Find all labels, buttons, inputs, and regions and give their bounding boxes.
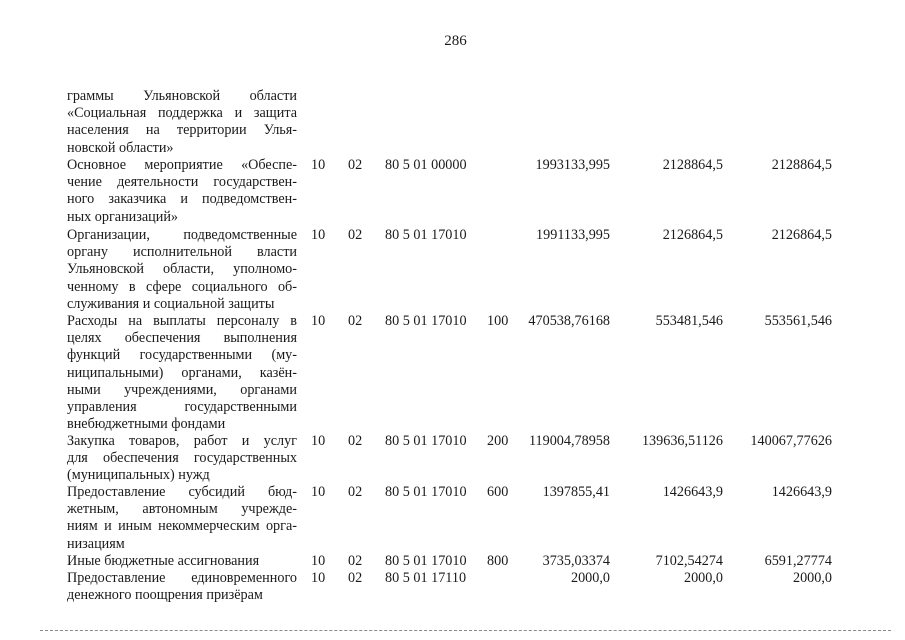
amount-col-3: 553561,546 [764, 313, 832, 329]
amount-col-3: 2128864,5 [771, 157, 832, 173]
row-name-line: ного заказчика и подведомствен- [67, 191, 297, 208]
section-code: 10 [311, 313, 326, 329]
section-code: 10 [311, 570, 326, 586]
amount-col-1: 1991133,995 [536, 227, 610, 243]
row-name-line: Основное мероприятие «Обеспе- [67, 157, 297, 173]
page-bottom-divider [40, 630, 891, 631]
row-name-line: Ульяновской области, уполномо- [67, 261, 297, 278]
row-name [67, 227, 297, 313]
section-code: 10 [311, 433, 326, 449]
subsection-code: 02 [348, 484, 363, 500]
row-name-line: функций государственными (му- [67, 347, 297, 364]
row-name-line: населения на территории Улья- [67, 122, 297, 139]
amount-col-3: 2126864,5 [771, 227, 832, 243]
expense-type-code: 200 [487, 433, 509, 449]
row-name-line: жетным, автономным учрежде- [67, 501, 297, 518]
amount-col-1: 470538,76168 [528, 313, 610, 329]
row-name-line: Иные бюджетные ассигнования [67, 553, 260, 569]
row-name-line: служивания и социальной защиты [67, 295, 275, 312]
amount-col-2: 2128864,5 [662, 157, 723, 173]
target-article-code: 80 5 01 17110 [385, 570, 467, 586]
amount-col-2: 7102,54274 [655, 553, 723, 569]
row-name [67, 157, 297, 226]
section-code: 10 [311, 157, 326, 173]
row-name-line: новской области» [67, 139, 174, 156]
row-name-line: ченному в сфере социального об- [67, 278, 297, 295]
row-name [67, 433, 297, 485]
row-name-line: Предоставление субсидий бюд- [67, 484, 297, 500]
amount-col-2: 139636,51126 [641, 433, 723, 449]
row-name-line: Расходы на выплаты персоналу в [67, 313, 297, 329]
target-article-code: 80 5 01 17010 [385, 433, 467, 449]
row-name-line: управления государственными [67, 399, 297, 416]
amount-col-3: 2000,0 [792, 570, 832, 586]
amount-col-2: 2126864,5 [662, 227, 723, 243]
row-name-line: Закупка товаров, работ и услуг [67, 433, 297, 449]
expense-type-code: 800 [487, 553, 509, 569]
amount-col-1: 1993133,995 [535, 157, 610, 173]
row-name-line: ными учреждениями, органами [67, 381, 297, 398]
subsection-code: 02 [348, 433, 363, 449]
expense-type-code: 100 [487, 313, 509, 329]
section-code: 10 [311, 227, 326, 243]
row-name-line: чение деятельности государствен- [67, 174, 297, 191]
amount-col-1: 119004,78958 [528, 433, 610, 449]
subsection-code: 02 [348, 157, 363, 173]
row-name [67, 88, 297, 157]
amount-col-1: 3735,03374 [542, 553, 610, 569]
row-name-line: внебюджетными фондами [67, 416, 226, 433]
amount-col-3: 6591,27774 [764, 553, 832, 569]
row-name-line: ных организаций» [67, 208, 179, 225]
row-name-line: денежного поощрения призёрам [67, 587, 263, 604]
amount-col-2: 1426643,9 [662, 484, 723, 500]
row-name-line: целях обеспечения выполнения [67, 330, 297, 347]
target-article-code: 80 5 01 17010 [385, 227, 467, 243]
amount-col-3: 1426643,9 [771, 484, 832, 500]
row-name-line: органу исполнительной власти [67, 244, 297, 261]
section-code: 10 [311, 553, 326, 569]
amount-col-1: 2000,0 [570, 570, 610, 586]
section-code: 10 [311, 484, 326, 500]
subsection-code: 02 [348, 227, 363, 243]
row-name [67, 313, 297, 433]
amount-col-2: 553481,546 [655, 313, 723, 329]
row-name-line: «Социальная поддержка и защита [67, 105, 297, 122]
row-name [67, 570, 297, 604]
row-name-line: ниям и иным некоммерческим орга- [67, 518, 297, 535]
row-name-line: низациям [67, 535, 125, 552]
row-name [67, 553, 297, 570]
amount-col-1: 1397855,41 [542, 484, 610, 500]
subsection-code: 02 [348, 553, 363, 569]
row-name-line: для обеспечения государственных [67, 450, 297, 467]
target-article-code: 80 5 01 17010 [385, 484, 467, 500]
row-name-line: (муниципальных) нужд [67, 467, 210, 484]
row-name [67, 484, 297, 553]
target-article-code: 80 5 01 00000 [385, 157, 467, 173]
row-name-line: Организации, подведомственные [67, 227, 297, 243]
row-name-line: граммы Ульяновской области [67, 88, 297, 104]
amount-col-2: 2000,0 [683, 570, 723, 586]
row-name-line: ниципальными) органами, казён- [67, 364, 297, 381]
target-article-code: 80 5 01 17010 [385, 313, 467, 329]
expense-type-code: 600 [487, 484, 509, 500]
page-number: 286 [444, 33, 467, 49]
row-name-line: Предоставление единовременного [67, 570, 297, 586]
subsection-code: 02 [348, 570, 363, 586]
amount-col-3: 140067,77626 [750, 433, 832, 449]
target-article-code: 80 5 01 17010 [385, 553, 467, 569]
subsection-code: 02 [348, 313, 363, 329]
